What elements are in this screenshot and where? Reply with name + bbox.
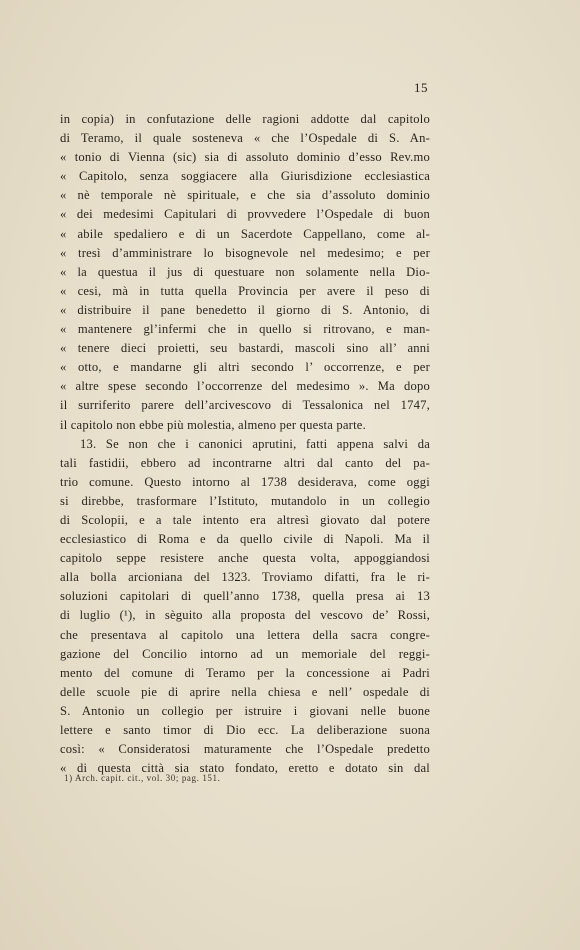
- page-number: 15: [414, 80, 428, 95]
- text-line: capitolo seppe resistere anche questa volta, appoggiandosi: [60, 551, 430, 566]
- text-line: « cesi, mà in tutta quella Provincia per avere il peso di: [60, 283, 430, 298]
- text-line: « distribuire il pane benedetto il giorno di S. Antonio, di: [60, 302, 430, 317]
- text-line: « mantenere gl’infermi che in quello si ritrovano, e man-: [60, 322, 430, 337]
- text-line: mento del comune di Teramo per la concessione ai Padri: [60, 665, 430, 680]
- text-line: di luglio (¹), in sèguito alla proposta del vescovo de’ Rossi,: [60, 608, 430, 623]
- text-line: soluzioni capitolari di quell’anno 1738, quella presa ai 13: [60, 589, 430, 604]
- text-line: delle scuole pie di aprire nella chiesa e nell’ ospedale di: [60, 684, 430, 699]
- text-line: « tonio di Vienna (sic) sia di assoluto dominio d’esso Rev.mo: [60, 150, 430, 165]
- text-line: in copia) in confutazione delle ragioni addotte dal capitolo: [60, 112, 430, 126]
- text-line: lettere e santo timor di Dio ecc. La deliberazione suona: [60, 723, 430, 737]
- text-line: alla bolla arcioniana del 1323. Troviamo difatti, fra le ri-: [60, 570, 430, 585]
- text-line: di Scolopii, e a tale intento era altresì giovato dal potere: [60, 512, 430, 527]
- text-line: 13. Se non che i canonici aprutini, fatti appena salvi da: [80, 436, 430, 451]
- text-line: « la questua il jus di questuare non solamente nella Dio-: [60, 264, 430, 279]
- text-line: tali fastidii, ebbero ad incontrarne altri dal canto del pa-: [60, 455, 430, 470]
- text-line: « di questa città sia stato fondato, eretto e dotato sin dal: [60, 761, 430, 776]
- text-line: trio comune. Questo intorno al 1738 desiderava, come oggi: [60, 474, 430, 489]
- text-line: « Capitolo, senza soggiacere alla Giurisdizione ecclesiastica: [60, 169, 430, 184]
- text-line: « tresì d’amministrare lo bisognevole nel medesimo; e per: [60, 245, 430, 260]
- text-line: « nè temporale nè spirituale, e che sia d’assoluto dominio: [60, 188, 430, 203]
- text-line: S. Antonio un collegio per istruire i giovani nelle buone: [60, 703, 430, 718]
- footnote: 1) Arch. capit. cit., vol. 30; pag. 151.: [64, 773, 221, 783]
- text-line: che presentava al capitolo una lettera della sacra congre-: [60, 627, 430, 642]
- text-line: di Teramo, il quale sosteneva « che l’Ospedale di S. An-: [60, 131, 430, 146]
- text-line: così: « Consideratosi maturamente che l’Ospedale predetto: [60, 742, 430, 757]
- text-line: il surriferito parere dell’arcivescovo di Tessalonica nel 1747,: [60, 398, 430, 413]
- text-line: « dei medesimi Capitulari di provvedere l’Ospedale di buon: [60, 207, 430, 222]
- text-line: il capitolo non ebbe più molestia, almeno per questa parte.: [60, 417, 366, 432]
- text-line: si direbbe, trasformare l’Istituto, mutandolo in un collegio: [60, 493, 430, 508]
- text-line: ecclesiastico di Roma e da quello civile di Napoli. Ma il: [60, 532, 430, 547]
- text-line: « otto, e mandarne gli altri secondo l’ occorrenze, e per: [60, 360, 430, 375]
- text-line: « tenere dieci proietti, seu bastardi, mascoli sino all’ anni: [60, 341, 430, 356]
- text-line: « abile spedaliero e di un Sacerdote Cappellano, come al-: [60, 226, 430, 241]
- body-text: [60, 110, 430, 778]
- text-line: « altre spese secondo l’occorrenze del medesimo ». Ma dopo: [60, 379, 430, 394]
- text-line: gazione del Concilio intorno ad un memoriale del reggi-: [60, 646, 430, 661]
